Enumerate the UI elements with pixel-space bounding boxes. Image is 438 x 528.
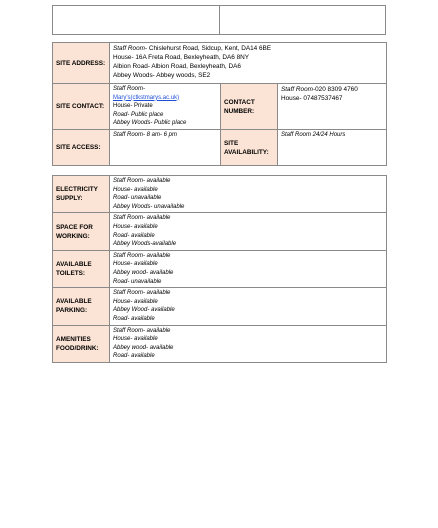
list-item: Abbey wood- available: [113, 344, 174, 351]
facility-label-space: SPACE FOR WORKING:: [53, 213, 110, 250]
list-item: Road- available: [113, 315, 155, 322]
list-item: Road- available: [113, 232, 155, 239]
facility-label-parking: AVAILABLE PARKING:: [53, 288, 110, 325]
header-empty-table: [52, 5, 386, 35]
site-address-value: [110, 43, 387, 84]
list-item: House- available: [113, 186, 158, 193]
facility-value-electricity: [110, 176, 387, 213]
address-line-abbey: Abbey Woods- Abbey woods, SE2: [113, 72, 211, 79]
facility-label-amenities: AMENITIES FOOD/DRINK:: [53, 325, 110, 362]
list-item: Road- available: [113, 353, 155, 360]
site-contact-value: [110, 84, 221, 130]
contact-line-house: House- Private: [113, 103, 153, 110]
empty-cell-left: [53, 6, 220, 35]
facility-value-amenities: [110, 325, 387, 362]
site-availability-value: Staff Room 24/24 Hours: [278, 130, 387, 166]
site-access-value: Staff Room- 8 am- 6 pm: [110, 130, 221, 166]
empty-cell-right: [219, 6, 386, 35]
facility-label-electricity: ELECTRICITY SUPPLY:: [53, 176, 110, 213]
list-item: House- available: [113, 261, 158, 268]
contact-number-value: [278, 84, 387, 130]
list-item: Road- unavailable: [113, 278, 162, 285]
contact-line-road: Road- Public place: [113, 111, 164, 118]
contact-email-link[interactable]: Mary's(ctkstmarys.ac.uk): [113, 94, 180, 101]
contact-number-label: CONTACT NUMBER:: [221, 84, 278, 130]
list-item: House- available: [113, 298, 158, 305]
facility-value-parking: [110, 288, 387, 325]
site-availability-label: SITE AVAILABILITY:: [221, 130, 278, 166]
list-item: Road- unavailable: [113, 195, 162, 202]
contact-number-staff-room: Staff Room-020 8309 4760: [281, 86, 358, 93]
site-contact-label: SITE CONTACT:: [53, 84, 110, 130]
list-item: Staff Room- available: [113, 252, 171, 259]
list-item: Staff Room- available: [113, 215, 171, 222]
list-item: Staff Room- available: [113, 290, 171, 297]
facility-value-space: [110, 213, 387, 250]
facility-label-toilets: AVAILABLE TOILETS:: [53, 250, 110, 287]
address-line-staff-room: Staff Room- Chislehurst Road, Sidcup, Kent, DA14 6BE: [113, 45, 272, 52]
contact-line-abbey: Abbey Woods- Public place: [113, 120, 187, 127]
address-line-albion: Albion Road- Albion Road, Bexleyheath, DA6: [113, 63, 241, 70]
list-item: Abbey wood- available: [113, 269, 174, 276]
list-item: Abbey Woods- unavailable: [113, 203, 185, 210]
address-line-house: House- 16A Freta Road, Bexleyheath, DA6 8NY: [113, 54, 250, 61]
list-item: Abbey Woods-available: [113, 241, 177, 248]
list-item: Abbey Wood- available: [113, 307, 175, 314]
facilities-table: [52, 175, 387, 363]
list-item: Staff Room- available: [113, 178, 171, 184]
site-address-label: SITE ADDRESS:: [53, 43, 110, 84]
site-access-label: SITE ACCESS:: [53, 130, 110, 166]
site-info-table: [52, 42, 387, 166]
list-item: House- available: [113, 223, 158, 230]
contact-number-house: House- 07487537467: [281, 95, 343, 102]
contact-line-staff-room: Staff Room-: [113, 86, 146, 92]
list-item: House- available: [113, 336, 158, 343]
list-item: Staff Room- available: [113, 327, 171, 334]
facility-value-toilets: [110, 250, 387, 287]
